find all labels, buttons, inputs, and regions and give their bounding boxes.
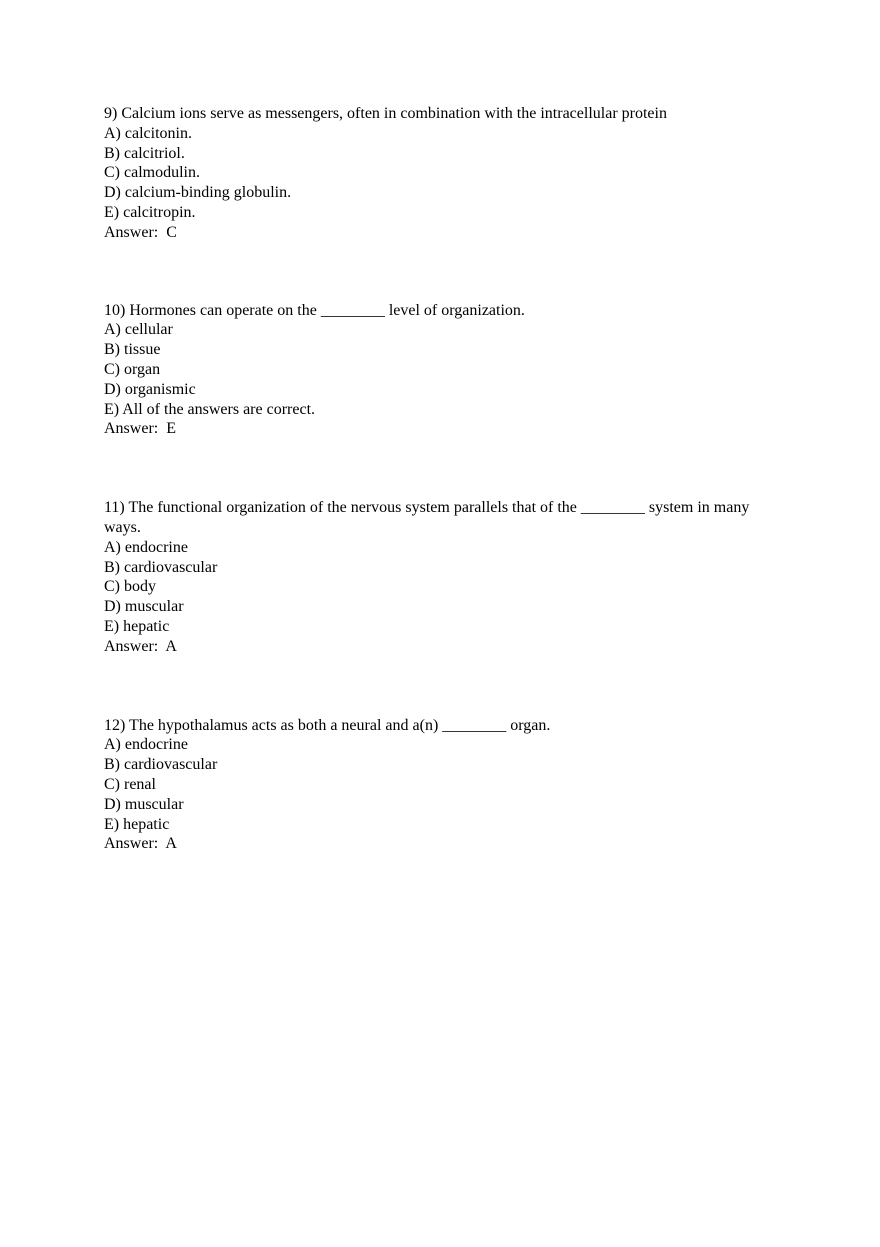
option-a: A) endocrine [104, 736, 188, 754]
option-d: D) muscular [104, 598, 184, 616]
question-stem: 9) Calcium ions serve as messengers, often in combination with the intracellular protein [104, 105, 667, 122]
option-a: A) cellular [104, 321, 173, 339]
option-c: C) body [104, 578, 156, 596]
answer-line: Answer: C [104, 223, 177, 241]
option-a: A) endocrine [104, 538, 188, 556]
option-c: C) renal [104, 775, 156, 793]
option-b: B) tissue [104, 341, 161, 359]
option-d: D) calcium-binding globulin. [104, 184, 292, 202]
option-d: D) muscular [104, 795, 184, 813]
option-b: B) calcitriol. [104, 144, 185, 162]
option-e: E) All of the answers are correct. [104, 400, 316, 418]
answer-line: Answer: A [104, 637, 177, 655]
question-12 [104, 716, 764, 855]
question-9 [104, 104, 764, 243]
option-e: E) hepatic [104, 617, 170, 635]
option-c: C) calmodulin. [104, 164, 200, 182]
answer-line: Answer: A [104, 835, 177, 853]
document-page [104, 104, 764, 854]
question-11 [104, 498, 764, 656]
question-stem: 11) The functional organization of the nervous system parallels that of the ________ system in many ways. [104, 499, 754, 536]
option-a: A) calcitonin. [104, 124, 192, 142]
question-stem: 10) Hormones can operate on the ________ level of organization. [104, 301, 525, 319]
option-c: C) organ [104, 360, 161, 378]
option-b: B) cardiovascular [104, 558, 218, 576]
answer-line: Answer: E [104, 420, 176, 438]
option-d: D) organismic [104, 380, 196, 398]
question-stem: 12) The hypothalamus acts as both a neural and a(n) ________ organ. [104, 716, 551, 734]
question-10 [104, 301, 764, 440]
option-e: E) hepatic [104, 815, 170, 833]
option-e: E) calcitropin. [104, 203, 196, 221]
option-b: B) cardiovascular [104, 756, 218, 774]
